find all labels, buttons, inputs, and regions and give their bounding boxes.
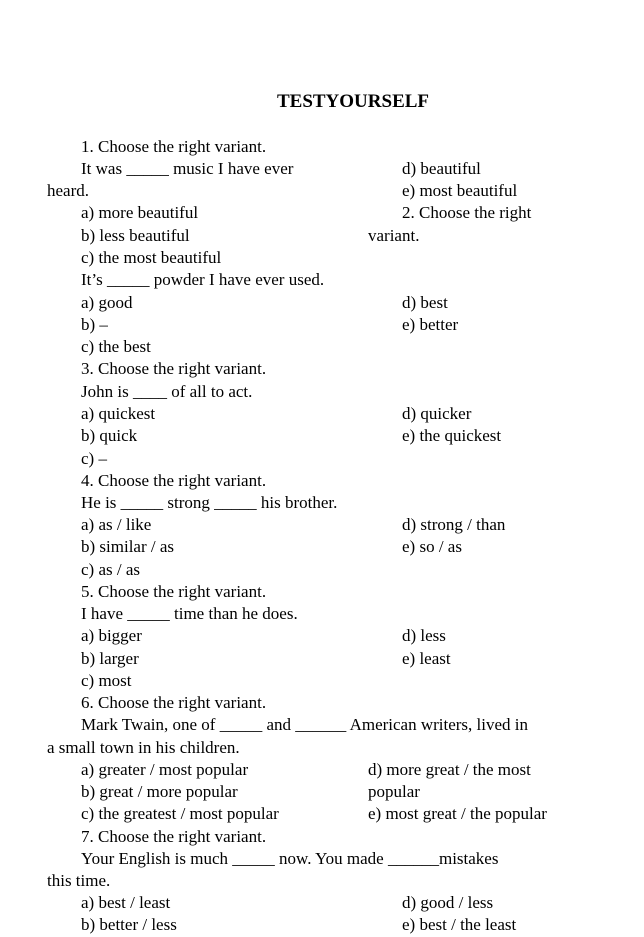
q6-option-a: a) greater / most popular	[81, 760, 249, 779]
q4-option-e: e) so / as	[402, 537, 462, 556]
q6-option-d-line-2: popular	[368, 782, 420, 801]
q6-option-d-line-1: d) more great / the most	[368, 760, 531, 779]
q2-option-d: d) best	[402, 293, 448, 312]
q2-heading-line-2: variant.	[368, 226, 420, 245]
q4-sentence: He is _____ strong _____ his brother.	[81, 493, 338, 512]
q1-sentence-line-2: heard.	[47, 181, 90, 200]
q4-option-d: d) strong / than	[402, 515, 506, 534]
q4-option-b: b) similar / as	[81, 537, 175, 556]
q2-option-a: a) good	[81, 293, 133, 312]
q7-option-e: e) best / the least	[402, 915, 517, 934]
q3-option-b: b) quick	[81, 426, 138, 445]
q7-option-d: d) good / less	[402, 893, 494, 912]
q6-heading: 6. Choose the right variant.	[81, 693, 267, 712]
q5-option-d: d) less	[402, 626, 446, 645]
q6-option-b: b) great / more popular	[81, 782, 238, 801]
q3-option-c: c) –	[81, 449, 107, 468]
q1-heading: 1. Choose the right variant.	[81, 137, 267, 156]
q7-sentence-line-2: this time.	[47, 871, 111, 890]
q7-sentence-line-1: Your English is much _____ now. You made ______mistakes	[81, 849, 499, 868]
q1-option-a: a) more beautiful	[81, 203, 199, 222]
q6-option-c: c) the greatest / most popular	[81, 804, 279, 823]
q7-option-a: a) best / least	[81, 893, 171, 912]
q3-sentence: John is ____ of all to act.	[81, 382, 253, 401]
q2-option-e: e) better	[402, 315, 459, 334]
q5-heading: 5. Choose the right variant.	[81, 582, 267, 601]
q6-option-e: e) most great / the popular	[368, 804, 547, 823]
q6-sentence-line-1: Mark Twain, one of _____ and ______ American writers, lived in	[81, 715, 529, 734]
page-title: TESTYOURSELF	[276, 91, 430, 112]
q5-option-b: b) larger	[81, 649, 139, 668]
q2-option-b: b) –	[81, 315, 108, 334]
q4-option-c: c) as / as	[81, 560, 141, 579]
q2-heading-line-1: 2. Choose the right	[402, 203, 532, 222]
q7-heading: 7. Choose the right variant.	[81, 827, 267, 846]
q5-sentence: I have _____ time than he does.	[81, 604, 298, 623]
q1-sentence-line-1: It was _____ music I have ever	[81, 159, 294, 178]
q5-option-c: c) most	[81, 671, 132, 690]
q7-option-b: b) better / less	[81, 915, 177, 934]
q1-option-c: c) the most beautiful	[81, 248, 222, 267]
q4-heading: 4. Choose the right variant.	[81, 471, 267, 490]
q2-option-c: c) the best	[81, 337, 151, 356]
q5-option-a: a) bigger	[81, 626, 142, 645]
q1-option-e: e) most beautiful	[402, 181, 518, 200]
q1-option-b: b) less beautiful	[81, 226, 190, 245]
q5-option-e: e) least	[402, 649, 451, 668]
q3-option-e: e) the quickest	[402, 426, 502, 445]
q1-option-d: d) beautiful	[402, 159, 481, 178]
q3-heading: 3. Choose the right variant.	[81, 359, 267, 378]
q3-option-d: d) quicker	[402, 404, 472, 423]
q2-sentence: It’s _____ powder I have ever used.	[81, 270, 325, 289]
q6-sentence-line-2: a small town in his children.	[47, 738, 240, 757]
q4-option-a: a) as / like	[81, 515, 152, 534]
q3-option-a: a) quickest	[81, 404, 156, 423]
